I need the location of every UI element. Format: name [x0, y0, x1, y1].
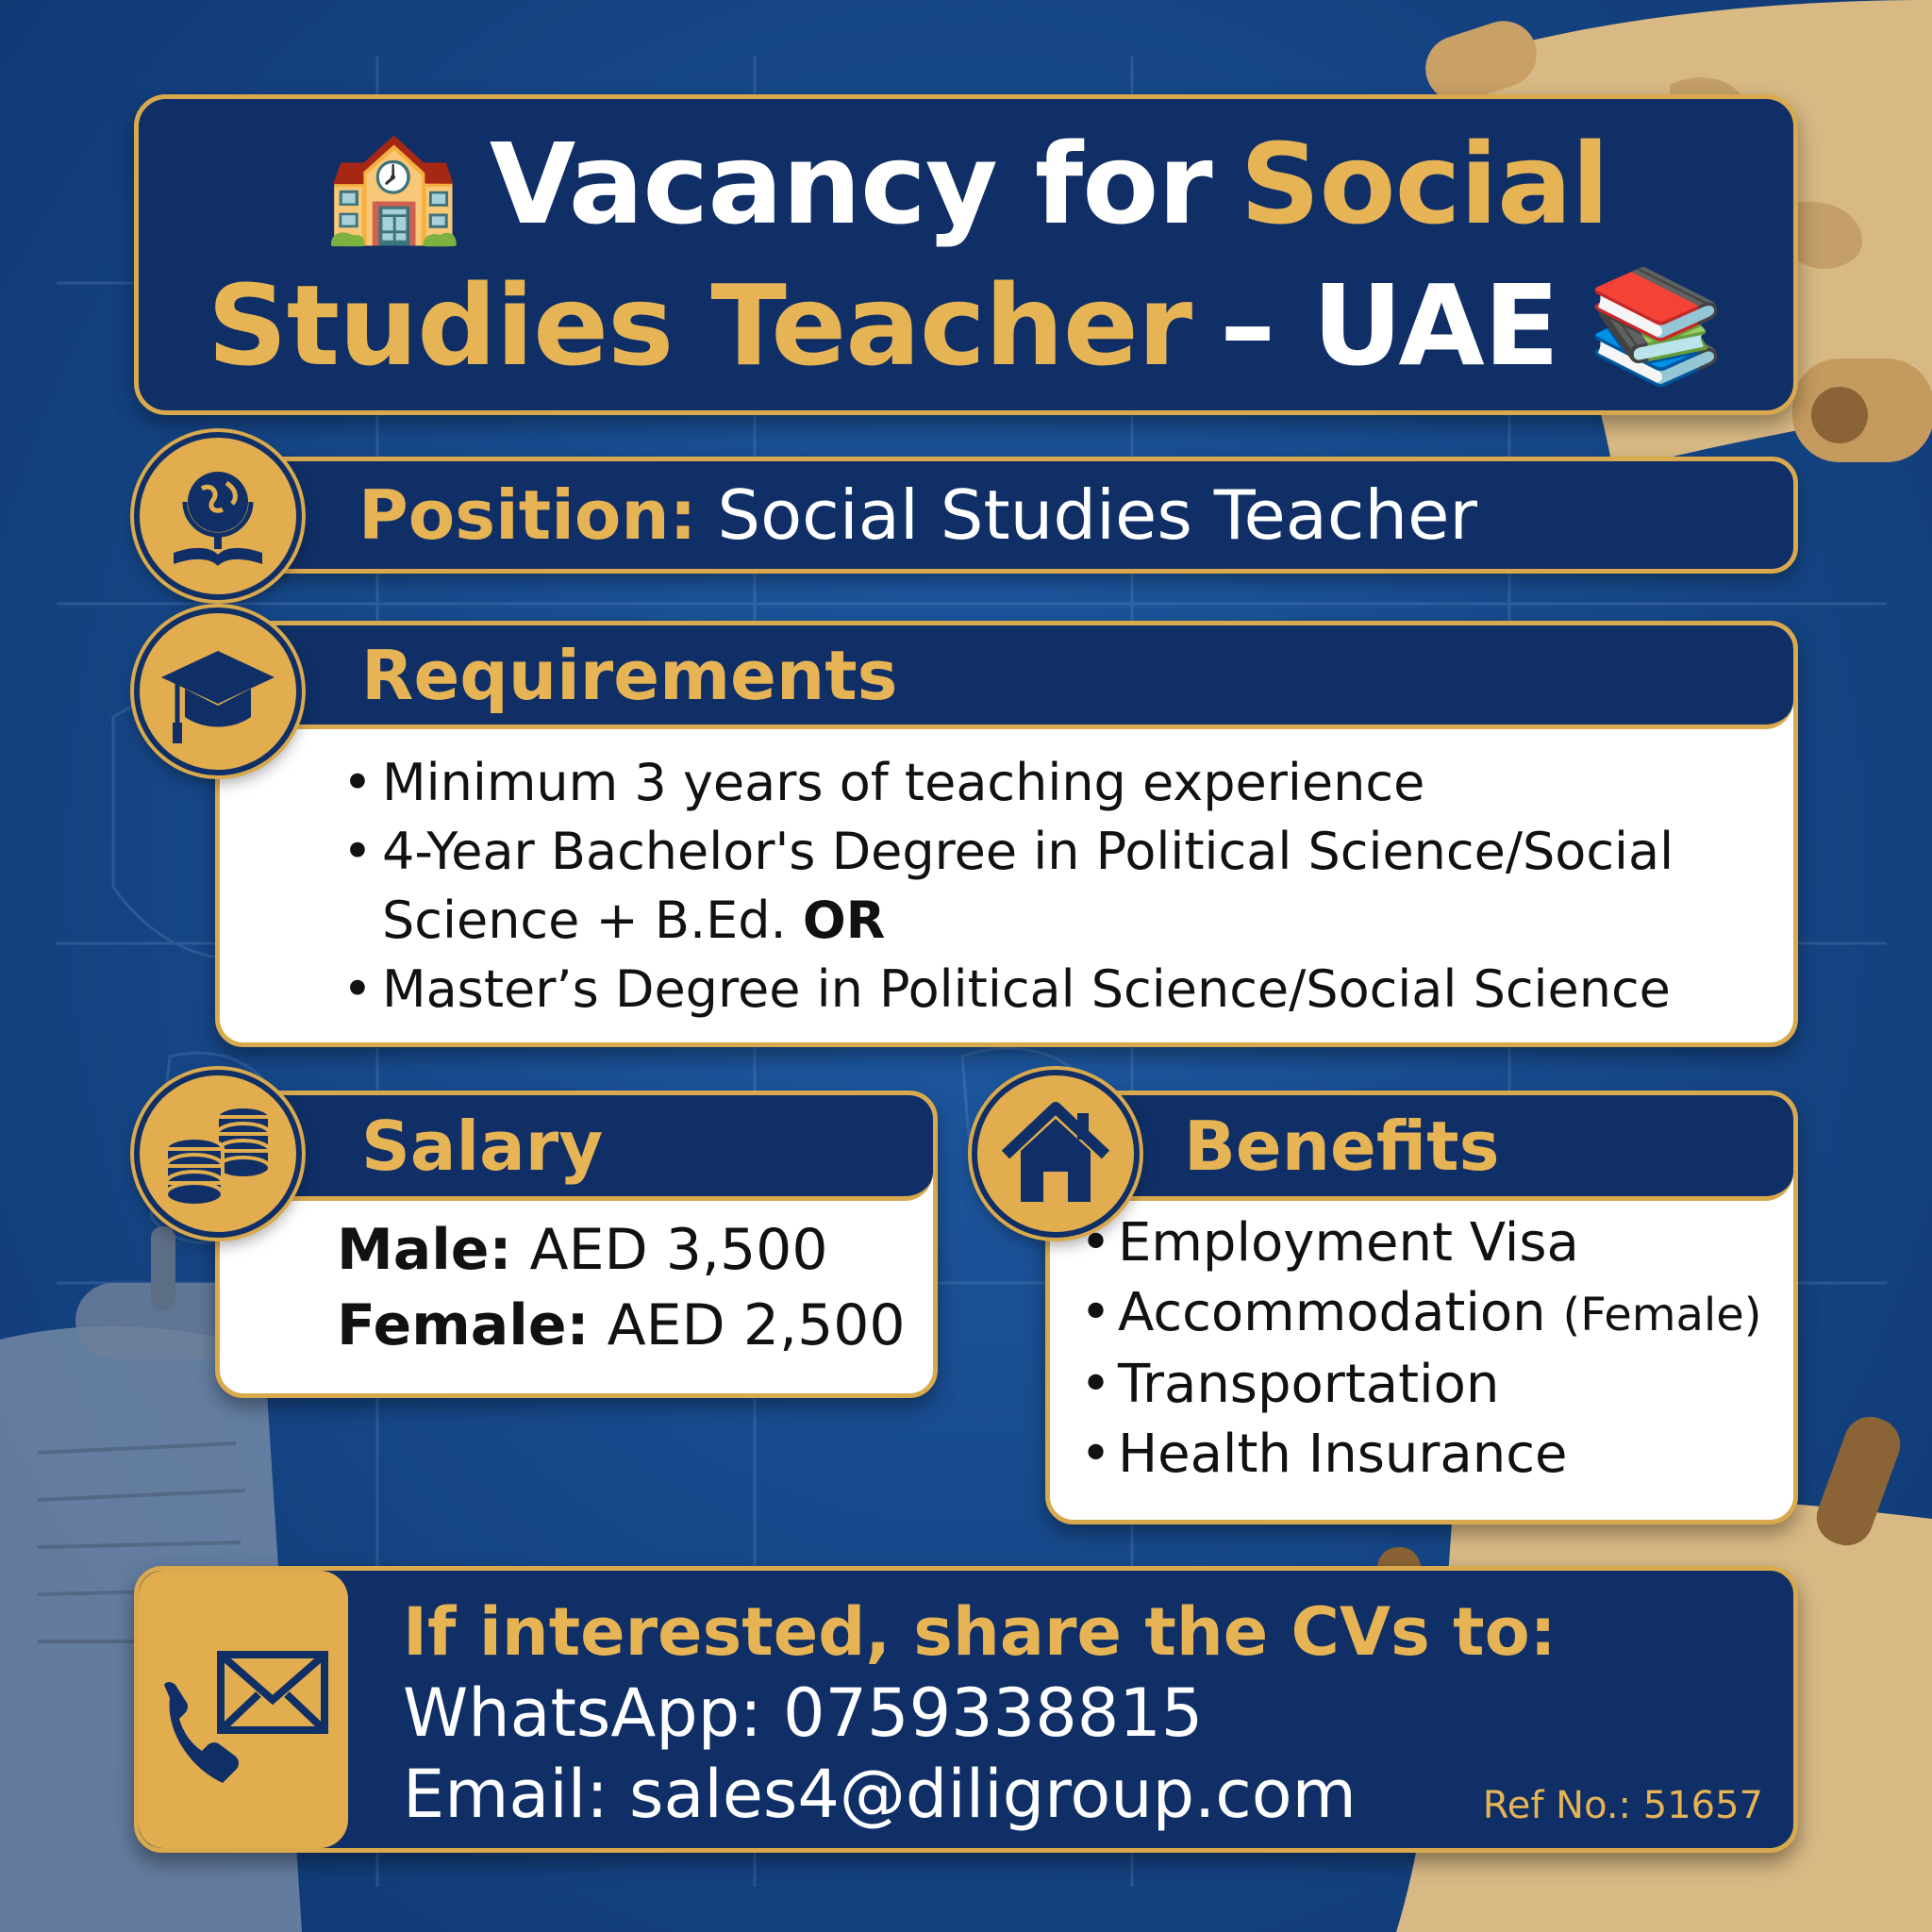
requirements-list — [220, 729, 1793, 1024]
globe-book-icon — [134, 432, 302, 600]
title-banner — [134, 94, 1798, 415]
whatsapp-line: WhatsApp: 0759338815 — [403, 1674, 1204, 1752]
list-item: • Master’s Degree in Political Science/Social Science — [342, 955, 1793, 1024]
requirements-heading: Requirements — [220, 625, 1793, 729]
salary-male-label: Male: — [337, 1217, 512, 1283]
list-item: • Transportation — [1080, 1350, 1793, 1420]
list-item: • Employment Visa — [1080, 1208, 1793, 1278]
salary-male-row — [337, 1212, 933, 1288]
contact-text — [403, 1591, 1557, 1835]
benefits-heading: Benefits — [1050, 1095, 1793, 1201]
coins-icon — [134, 1070, 302, 1238]
salary-card — [215, 1091, 938, 1398]
benefits-card — [1045, 1091, 1798, 1524]
or-keyword: OR — [802, 891, 886, 950]
title-line-1 — [324, 113, 1608, 255]
list-item: • Accommodation (Female) — [1080, 1278, 1793, 1350]
contact-heading: If interested, share the CVs to: — [403, 1593, 1557, 1671]
school-icon: 🏫 — [323, 119, 461, 249]
position-label: Position: — [358, 475, 697, 555]
salary-heading: Salary — [220, 1095, 933, 1201]
benefits-list — [1050, 1201, 1793, 1490]
books-icon: 📚 — [1587, 260, 1725, 391]
contact-banner — [134, 1566, 1798, 1853]
salary-female-row — [337, 1288, 933, 1363]
requirements-card — [215, 621, 1798, 1047]
reference-number: Ref No.: 51657 — [1482, 1784, 1763, 1827]
list-item: • Minimum 3 years of teaching experience — [342, 748, 1793, 817]
list-item: • Health Insurance — [1080, 1420, 1793, 1490]
position-value: Social Studies Teacher — [717, 475, 1477, 555]
phone-envelope-icon — [139, 1571, 348, 1848]
list-item: • 4-Year Bachelor's Degree in Political Science/Social Science + B.Ed. OR — [342, 817, 1793, 955]
house-icon — [972, 1070, 1140, 1238]
title-text-gold: Social — [1240, 119, 1609, 249]
salary-body — [220, 1201, 933, 1363]
salary-male-value: AED 3,500 — [529, 1217, 828, 1283]
salary-female-label: Female: — [337, 1292, 590, 1358]
email-line: Email: sales4@diligroup.com — [403, 1756, 1357, 1833]
title-text-gold-2: Studies Teacher — [207, 260, 1192, 391]
title-line-2 — [208, 255, 1724, 396]
title-text-white: Vacancy for — [489, 119, 1212, 249]
position-bar — [226, 457, 1798, 574]
salary-female-value: AED 2,500 — [607, 1292, 906, 1358]
title-text-white-2: – UAE — [1220, 260, 1559, 391]
graduation-cap-icon — [134, 608, 302, 775]
